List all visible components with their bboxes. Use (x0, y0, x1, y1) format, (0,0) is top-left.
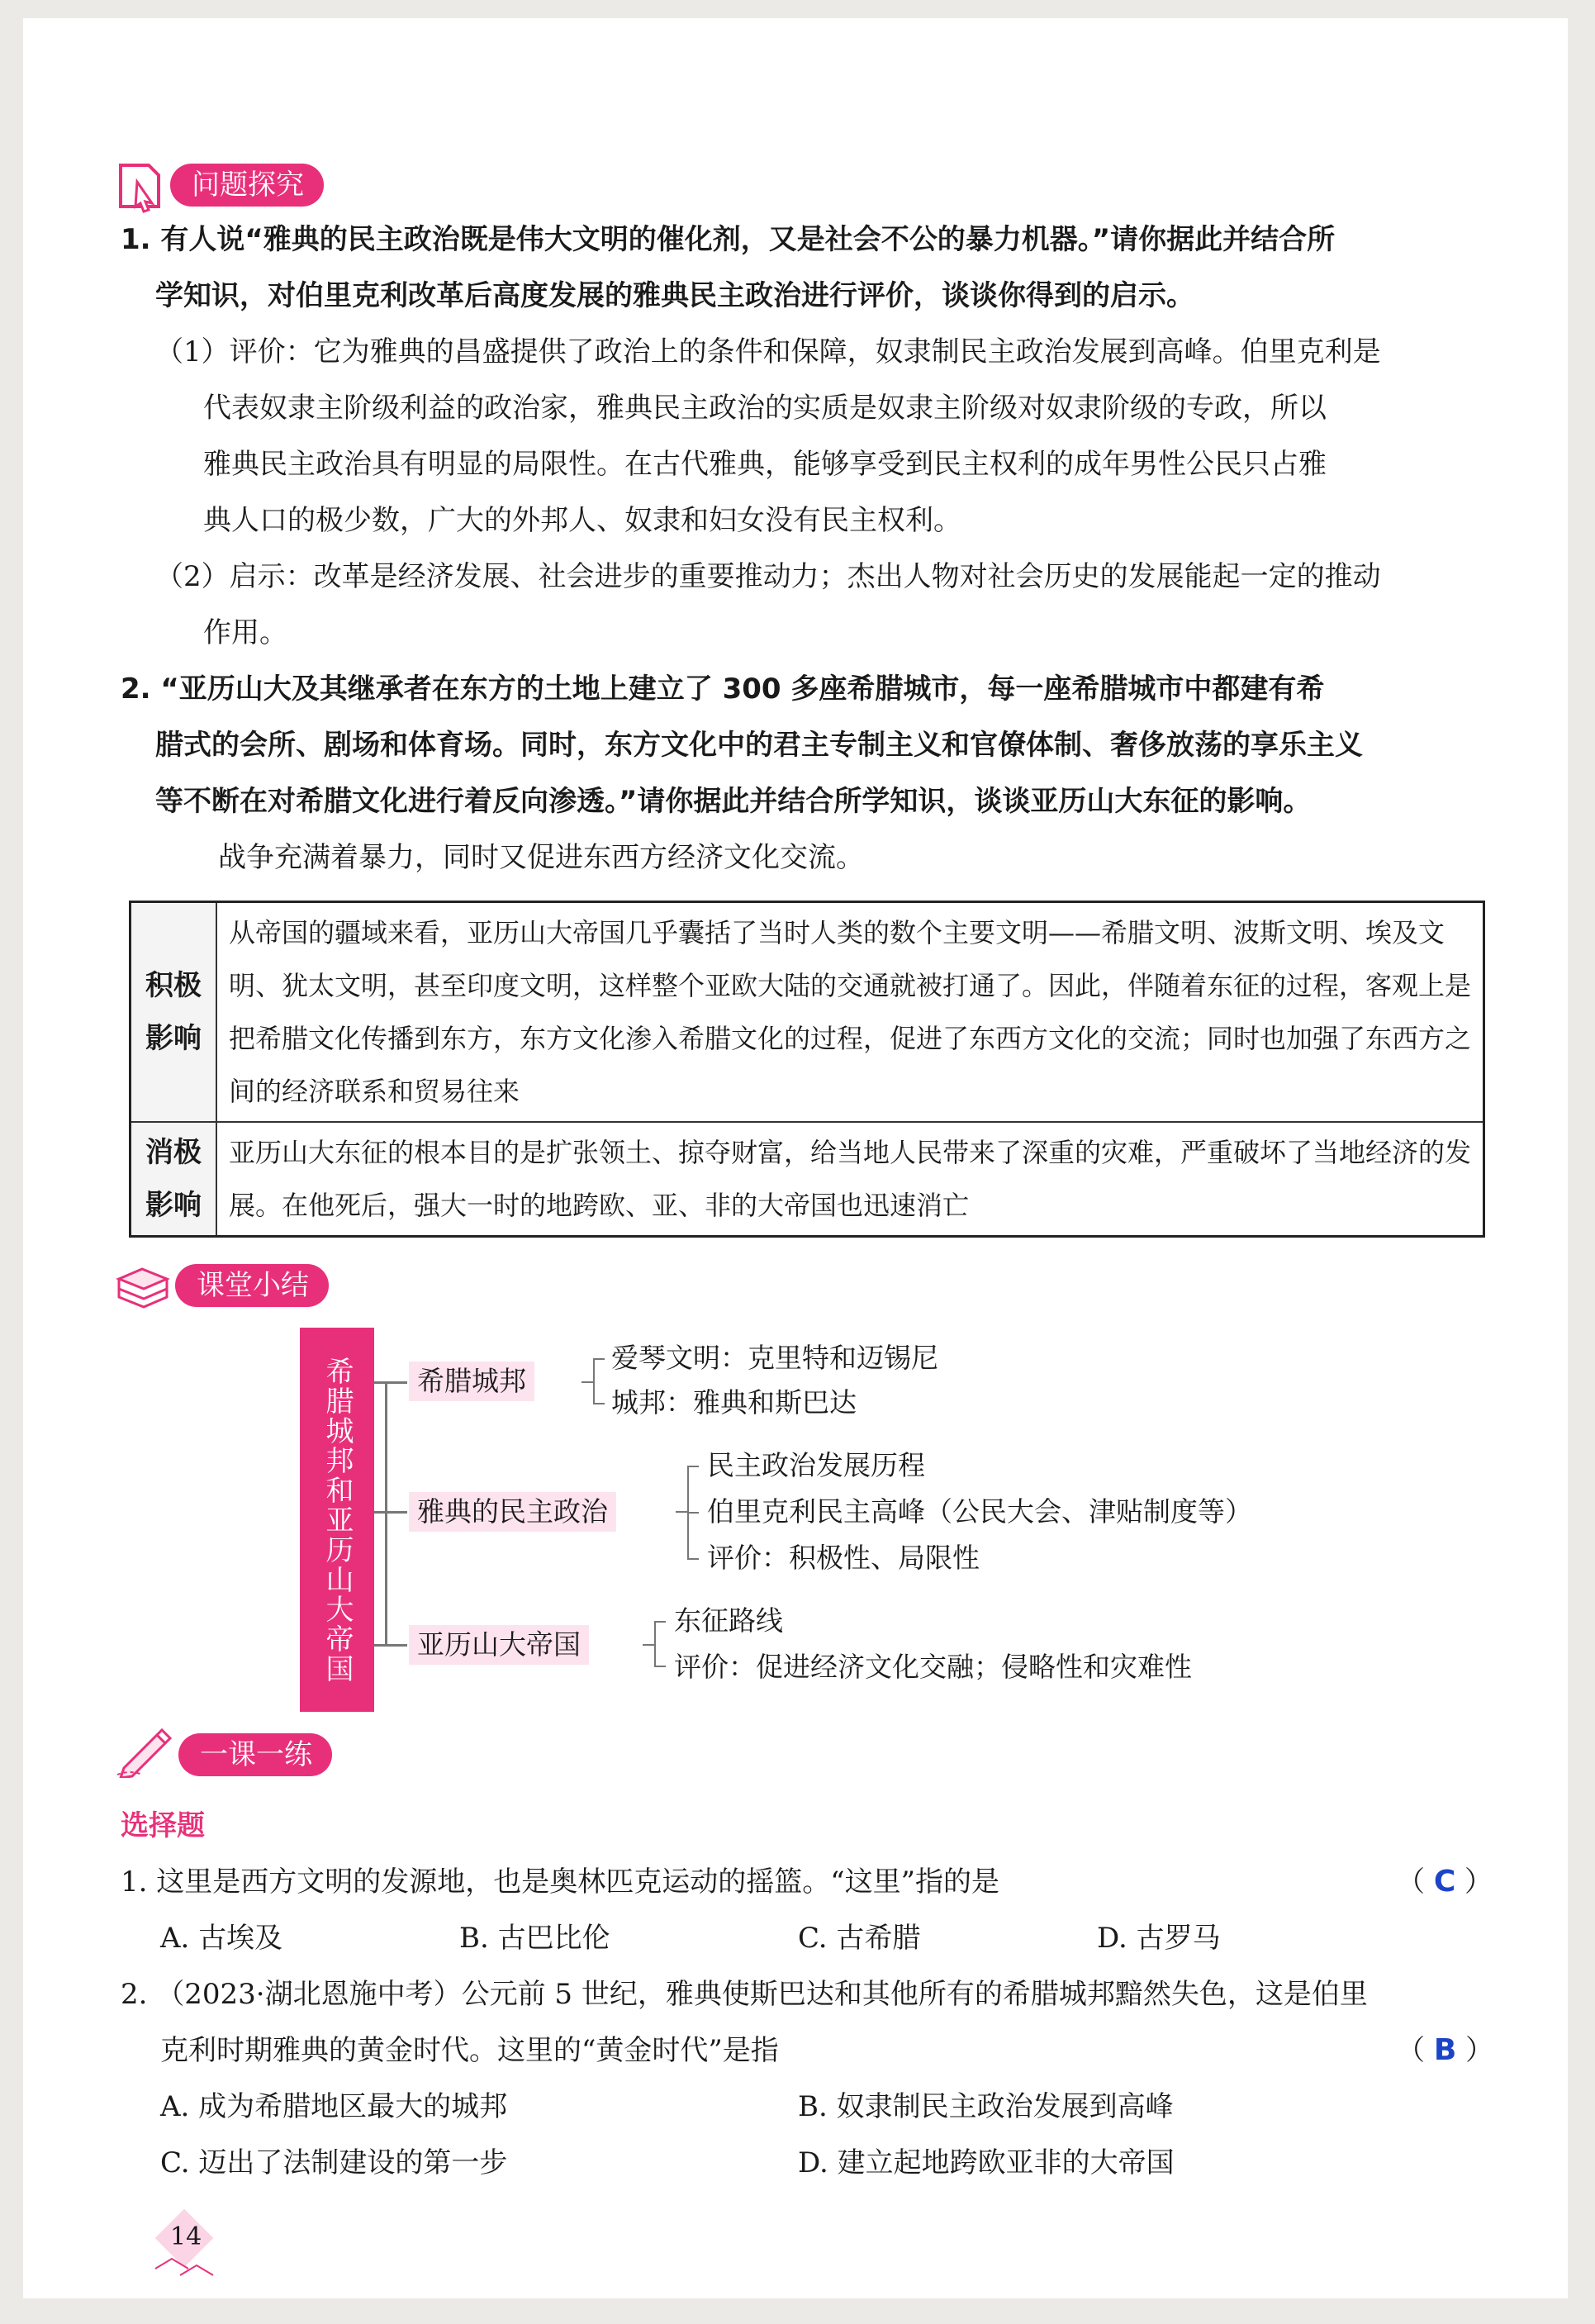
mc2-option-b: B. 奴隶制民主政治发展到高峰 (798, 2090, 1174, 2123)
positive-text: 从帝国的疆域来看，亚历山大帝国几乎囊括了当时人类的数个主要文明——希腊文明、波斯文明、埃及文明、犹太文明，甚至印度文明，这样整个亚欧大陆的交通就被打通了。因此，伴随着东征的过程，客观上是把希腊文化传播到东方，东方文化渗入希腊文化的过程，促进了东西方文化的交流；同时也加强了东西方之间的经济联系和贸易往来 (216, 902, 1484, 1123)
negative-head: 消极影响 (131, 1122, 217, 1237)
positive-head: 积极影响 (131, 902, 217, 1123)
node-athens-democracy: 雅典的民主政治 (409, 1492, 616, 1532)
mc1-answer: C (1433, 1865, 1456, 1899)
impact-table (129, 901, 1485, 1238)
mc2-option-d: D. 建立起地跨欧亚非的大帝国 (798, 2146, 1175, 2179)
page-number: 14 (170, 2222, 202, 2251)
mc1-option-b: B. 古巴比伦 (459, 1922, 610, 1955)
mc2-option-a: A. 成为希腊地区最大的城邦 (160, 2090, 508, 2123)
mc2-answer-bracket: （ B ） (1397, 2033, 1494, 2067)
leaf-pericles-peak: 伯里克利民主高峰（公民大会、津贴制度等） (707, 1495, 1252, 1528)
mc2-stem-line2: 克利时期雅典的黄金时代。这里的“黄金时代”是指 (160, 2034, 779, 2067)
mc2-answer: B (1433, 2033, 1457, 2067)
mc2-option-c: C. 迈出了法制建设的第一步 (160, 2146, 508, 2179)
q2-line1: 2. “亚历山大及其继承者在东方的土地上建立了 300 多座希腊城市，每一座希腊城市中都建有希 (121, 672, 1325, 706)
section-badge-practice: 一课一练 (178, 1733, 332, 1776)
q1-answer1-line2: 代表奴隶主阶级利益的政治家，雅典民主政治的实质是奴隶主阶级对奴隶阶级的专政，所以 (203, 392, 1327, 425)
q1-answer2-line2: 作用。 (203, 616, 287, 649)
node-greek-citystate: 希腊城邦 (409, 1362, 534, 1401)
mc1-stem: 1. 这里是西方文明的发源地，也是奥林匹克运动的摇篮。“这里”指的是 (121, 1865, 1000, 1899)
node-alexander-empire: 亚历山大帝国 (409, 1625, 589, 1665)
q2-answer: 战争充满着暴力，同时又促进东西方经济文化交流。 (218, 841, 864, 874)
q1-line1: 1. 有人说“雅典的民主政治既是伟大文明的催化剂，又是社会不公的暴力机器。”请你据此并结合所 (121, 223, 1336, 256)
q1-answer1-line3: 雅典民主政治具有明显的局限性。在古代雅典，能够享受到民主权利的成年男性公民只占雅 (203, 448, 1327, 481)
mc1-answer-bracket: （ C ） (1397, 1865, 1493, 1899)
mc2-stem-line1: 2. （2023·湖北恩施中考）公元前 5 世纪，雅典使斯巴达和其他所有的希腊城邦黯然失色，这是伯里 (121, 1978, 1368, 2011)
q2-line2: 腊式的会所、剧场和体育场。同时，东方文化中的君主专制主义和官僚体制、奢侈放荡的享乐主义 (155, 729, 1363, 762)
book-icon (114, 1259, 172, 1309)
mc1-option-a: A. 古埃及 (160, 1922, 283, 1955)
q1-answer2-line1: （2）启示：改革是经济发展、社会进步的重要推动力；杰出人物对社会历史的发展能起一定的推动 (155, 560, 1381, 593)
leaf-citystates: 城邦：雅典和斯巴达 (611, 1386, 857, 1419)
mindmap-root: 希腊城邦和亚历山大帝国 (300, 1328, 374, 1712)
leaf-expedition-route: 东征路线 (674, 1604, 783, 1637)
negative-row (131, 1122, 1484, 1237)
q1-answer1-line4: 典人口的极少数，广大的外邦人、奴隶和妇女没有民主权利。 (203, 504, 961, 537)
negative-text: 亚历山大东征的根本目的是扩张领土、掠夺财富，给当地人民带来了深重的灾难，严重破坏了当地经济的发展。在他死后，强大一时的地跨欧、亚、非的大帝国也迅速消亡 (216, 1122, 1484, 1237)
pointer-icon (112, 159, 167, 213)
q1-answer1-line1: （1）评价：它为雅典的昌盛提供了政治上的条件和保障，奴隶制民主政治发展到高峰。伯里克利是 (155, 335, 1381, 368)
root-trunk (385, 1381, 387, 1646)
leaf-empire-evaluation: 评价：促进经济文化交融；侵略性和灾难性 (674, 1651, 1192, 1683)
section-badge-summary: 课堂小结 (175, 1264, 329, 1307)
positive-row (131, 902, 1484, 1123)
leaf-aegean: 爱琴文明：克里特和迈锡尼 (611, 1342, 938, 1374)
mc1-option-d: D. 古罗马 (1097, 1922, 1221, 1955)
leaf-democracy-history: 民主政治发展历程 (707, 1449, 925, 1481)
subtitle-choice: 选择题 (121, 1809, 205, 1842)
section-badge-inquiry: 问题探究 (170, 164, 324, 207)
q2-line3: 等不断在对希腊文化进行着反向渗透。”请你据此并结合所学知识，谈谈亚历山大东征的影响。 (155, 785, 1312, 818)
page (23, 18, 1568, 2298)
leaf-democracy-evaluation: 评价：积极性、局限性 (707, 1542, 980, 1574)
mc1-option-c: C. 古希腊 (798, 1922, 921, 1955)
q1-line2: 学知识，对伯里克利改革后高度发展的雅典民主政治进行评价，谈谈你得到的启示。 (155, 279, 1194, 312)
pencil-icon (114, 1720, 180, 1778)
